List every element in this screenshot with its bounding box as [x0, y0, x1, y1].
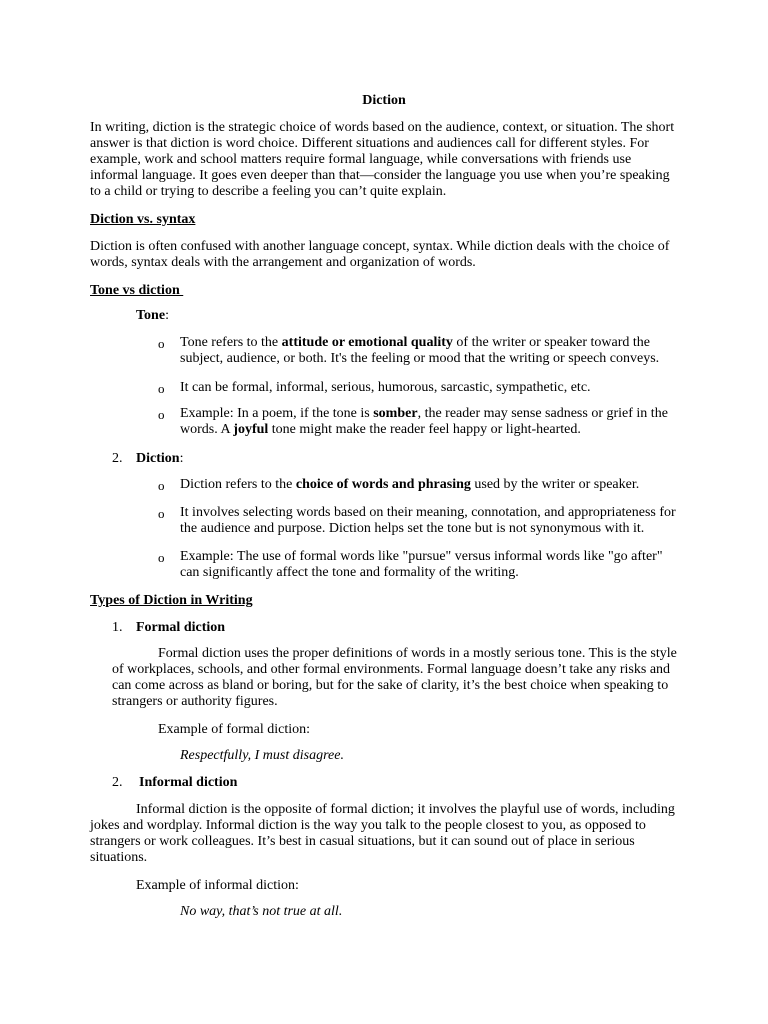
syntax-paragraph: Diction is often confused with another language concept, syntax. While diction deals with the choice of words, syntax deals with the arrangement and organization of words. [90, 239, 670, 270]
formal-example: Respectfully, I must disagree. [180, 748, 344, 763]
tone-b3-pre: Example: In a poem, if the tone is [180, 406, 374, 421]
diction-bullet-2 [180, 505, 680, 537]
tone-b1-post2: subject, audience, or both. It's the feeling or mood that the writing or speech conveys. [180, 351, 660, 366]
bullet-marker: o [158, 381, 165, 396]
diction-number: 2. [112, 451, 123, 466]
formal-example-label: Example of formal diction: [158, 722, 311, 737]
informal-label: Informal diction [139, 775, 238, 790]
tone-colon: : [165, 308, 169, 323]
heading-diction-vs-syntax: Diction vs. syntax [90, 212, 196, 227]
formal-number: 1. [112, 620, 123, 635]
diction-label-line [136, 451, 183, 467]
diction-colon: : [179, 451, 184, 466]
tone-b3-bold2: joyful [233, 422, 269, 437]
informal-paragraph: Informal diction is the opposite of formal diction; it involves the playful use of words, including jokes and wordplay. Informal diction is the way you talk to the people closest to you, as opposed to strangers or work colleagues. It’s best in casual situations, but it can sound out of place in serious situations. [90, 802, 675, 865]
informal-number: 2. [112, 775, 123, 790]
diction-b2-line1: It involves selecting words based on their meaning, connotation, and appropriateness for [180, 505, 676, 520]
tone-label-line [136, 308, 169, 324]
diction-b1-pre: Diction refers to the [180, 477, 296, 492]
diction-b2-line2: the audience and purpose. Diction helps set the tone but is not synonymous with it. [180, 521, 645, 536]
tone-b3-post: tone might make the reader feel happy or light-hearted. [268, 422, 581, 437]
bullet-marker: o [158, 550, 165, 565]
tone-b1-post1: of the writer or speaker toward the [452, 335, 650, 350]
page-title: Diction [362, 93, 406, 108]
bullet-marker: o [158, 478, 165, 493]
diction-b3-line2: can significantly affect the tone and formality of the writing. [180, 565, 519, 580]
diction-label: Diction [136, 451, 180, 466]
formal-label: Formal diction [136, 620, 226, 635]
bullet-marker: o [158, 336, 165, 351]
heading-types-of-diction: Types of Diction in Writing [90, 593, 253, 608]
tone-b3-bold1: somber [373, 406, 418, 421]
heading-tone-vs-diction: Tone vs diction [90, 283, 184, 298]
informal-example: No way, that’s not true at all. [180, 904, 343, 919]
tone-b1-pre: Tone refers to the [180, 335, 282, 350]
formal-paragraph: Formal diction uses the proper definitions of words in a mostly serious tone. This is the style of workplaces, schools, and other formal environments. Formal language doesn’t take any risks and can come across as bland or boring, but for the sake of clarity, it’s the best choice when speaking to strangers or authority figures. [112, 646, 677, 709]
tone-bullet-3 [180, 406, 680, 438]
tone-bullet-1 [180, 335, 680, 367]
diction-b1-bold: choice of words and phrasing [295, 477, 471, 492]
diction-bullet-1 [180, 477, 680, 493]
tone-b3-mid: , the reader may sense sadness or grief in the [417, 406, 668, 421]
diction-bullet-3 [180, 549, 680, 581]
tone-b1-bold: attitude or emotional quality [281, 335, 453, 350]
intro-paragraph: In writing, diction is the strategic choice of words based on the audience, context, or situation. The short answer is that diction is word choice. Different situations and audiences call for different styles. For example, work and school matters require formal language, while conversations with friends use informal language. It goes even deeper than that—consider the language you use when you’re speaking to a child or trying to describe a feeling you can’t quite explain. [90, 120, 675, 199]
diction-b3-line1: Example: The use of formal words like "pursue" versus informal words like "go after" [180, 549, 663, 564]
bullet-marker: o [158, 407, 165, 422]
tone-b3-line2-pre: words. A [180, 422, 234, 437]
bullet-marker: o [158, 506, 165, 521]
tone-label: Tone [136, 308, 166, 323]
informal-example-label: Example of informal diction: [136, 878, 299, 893]
tone-bullet-2: It can be formal, informal, serious, humorous, sarcastic, sympathetic, etc. [180, 380, 591, 395]
diction-b1-post: used by the writer or speaker. [470, 477, 640, 492]
